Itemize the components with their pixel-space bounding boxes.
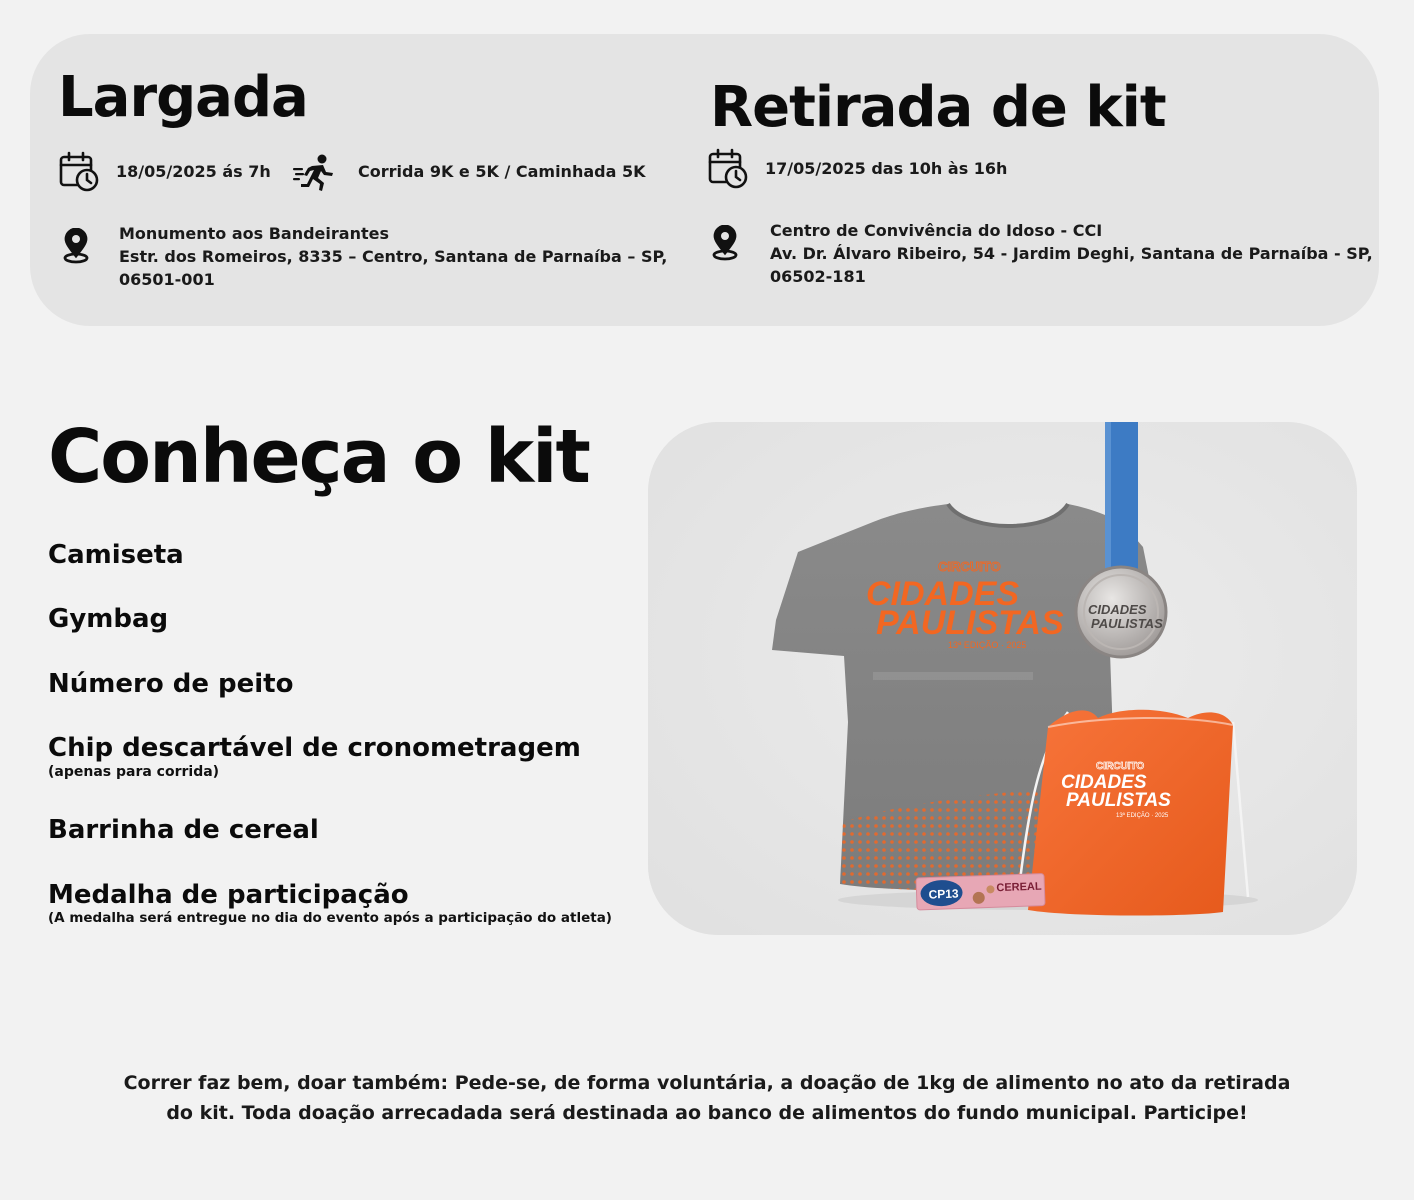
retirada-address-line2: 06502-181 (770, 267, 866, 286)
shirt-edition: 13ª EDIÇÃO · 2025 (948, 640, 1027, 650)
retirada-location-name: Centro de Convivência do Idoso - CCI (770, 221, 1103, 240)
kit-item-label: Camiseta (48, 540, 184, 570)
donation-notice (100, 1068, 1314, 1128)
largada-address-line2: 06501-001 (119, 270, 215, 289)
kit-item (48, 542, 184, 568)
donation-notice-line1: Correr faz bem, doar também: Pede-se, de forma voluntária, a doação de 1kg de alimento no ato da retirada (123, 1072, 1291, 1094)
bag-edition: 13ª EDIÇÃO · 2025 (1116, 813, 1169, 819)
kit-item (48, 735, 581, 779)
shirt-brand-line1: CIDADES (866, 575, 1020, 613)
calendar-clock-icon (58, 151, 100, 193)
location-pin-icon (710, 225, 740, 261)
kit-product-image (648, 422, 1357, 935)
kit-item-note: (A medalha será entregue no dia do evento após a participação do atleta) (48, 910, 612, 926)
shirt-brand-line2: PAULISTAS (876, 604, 1064, 642)
bar-brand: CP13 (928, 886, 959, 902)
kit-item-label: Medalha de participação (48, 880, 409, 910)
shirt-brand-small: CIRCUITO (938, 559, 1001, 574)
kit-item (48, 882, 612, 926)
kit-item (48, 606, 168, 632)
retirada-date: 17/05/2025 das 10h às 16h (765, 159, 1008, 178)
kit-illustration (648, 422, 1357, 935)
donation-notice-line2: do kit. Toda doação arrecadada será destinada ao banco de alimentos do fundo municipal. Participe! (166, 1102, 1248, 1124)
largada-modalities: Corrida 9K e 5K / Caminhada 5K (358, 162, 646, 181)
location-pin-icon (61, 228, 91, 264)
kit-title: Conheça o kit (48, 414, 589, 500)
medal-brand-line2: PAULISTAS (1091, 616, 1163, 631)
retirada-address-line1: Av. Dr. Álvaro Ribeiro, 54 - Jardim Deghi, Santana de Parnaíba - SP, (770, 244, 1373, 263)
bar-label: CEREAL (996, 880, 1042, 895)
largada-date: 18/05/2025 ás 7h (116, 162, 271, 181)
kit-item (48, 817, 319, 843)
kit-item-label: Número de peito (48, 669, 294, 699)
largada-title: Largada (58, 65, 308, 130)
largada-address-line1: Estr. dos Romeiros, 8335 – Centro, Santana de Parnaíba – SP, (119, 247, 668, 266)
kit-item-label: Chip descartável de cronometragem (48, 733, 581, 763)
medal-brand-line1: CIDADES (1088, 602, 1147, 617)
largada-location-name: Monumento aos Bandeirantes (119, 224, 389, 243)
retirada-title: Retirada de kit (710, 75, 1166, 140)
kit-item-note: (apenas para corrida) (48, 764, 220, 780)
runner-icon (293, 154, 335, 192)
bag-brand-line2: PAULISTAS (1066, 790, 1171, 811)
kit-item-label: Barrinha de cereal (48, 815, 319, 845)
kit-item (48, 671, 293, 697)
bag-brand-line1: CIDADES (1061, 772, 1147, 793)
cereal-bar (916, 874, 1045, 910)
kit-item-label: Gymbag (48, 604, 169, 634)
calendar-clock-icon (707, 148, 749, 190)
bag-brand-small: CIRCUITO (1096, 761, 1145, 772)
